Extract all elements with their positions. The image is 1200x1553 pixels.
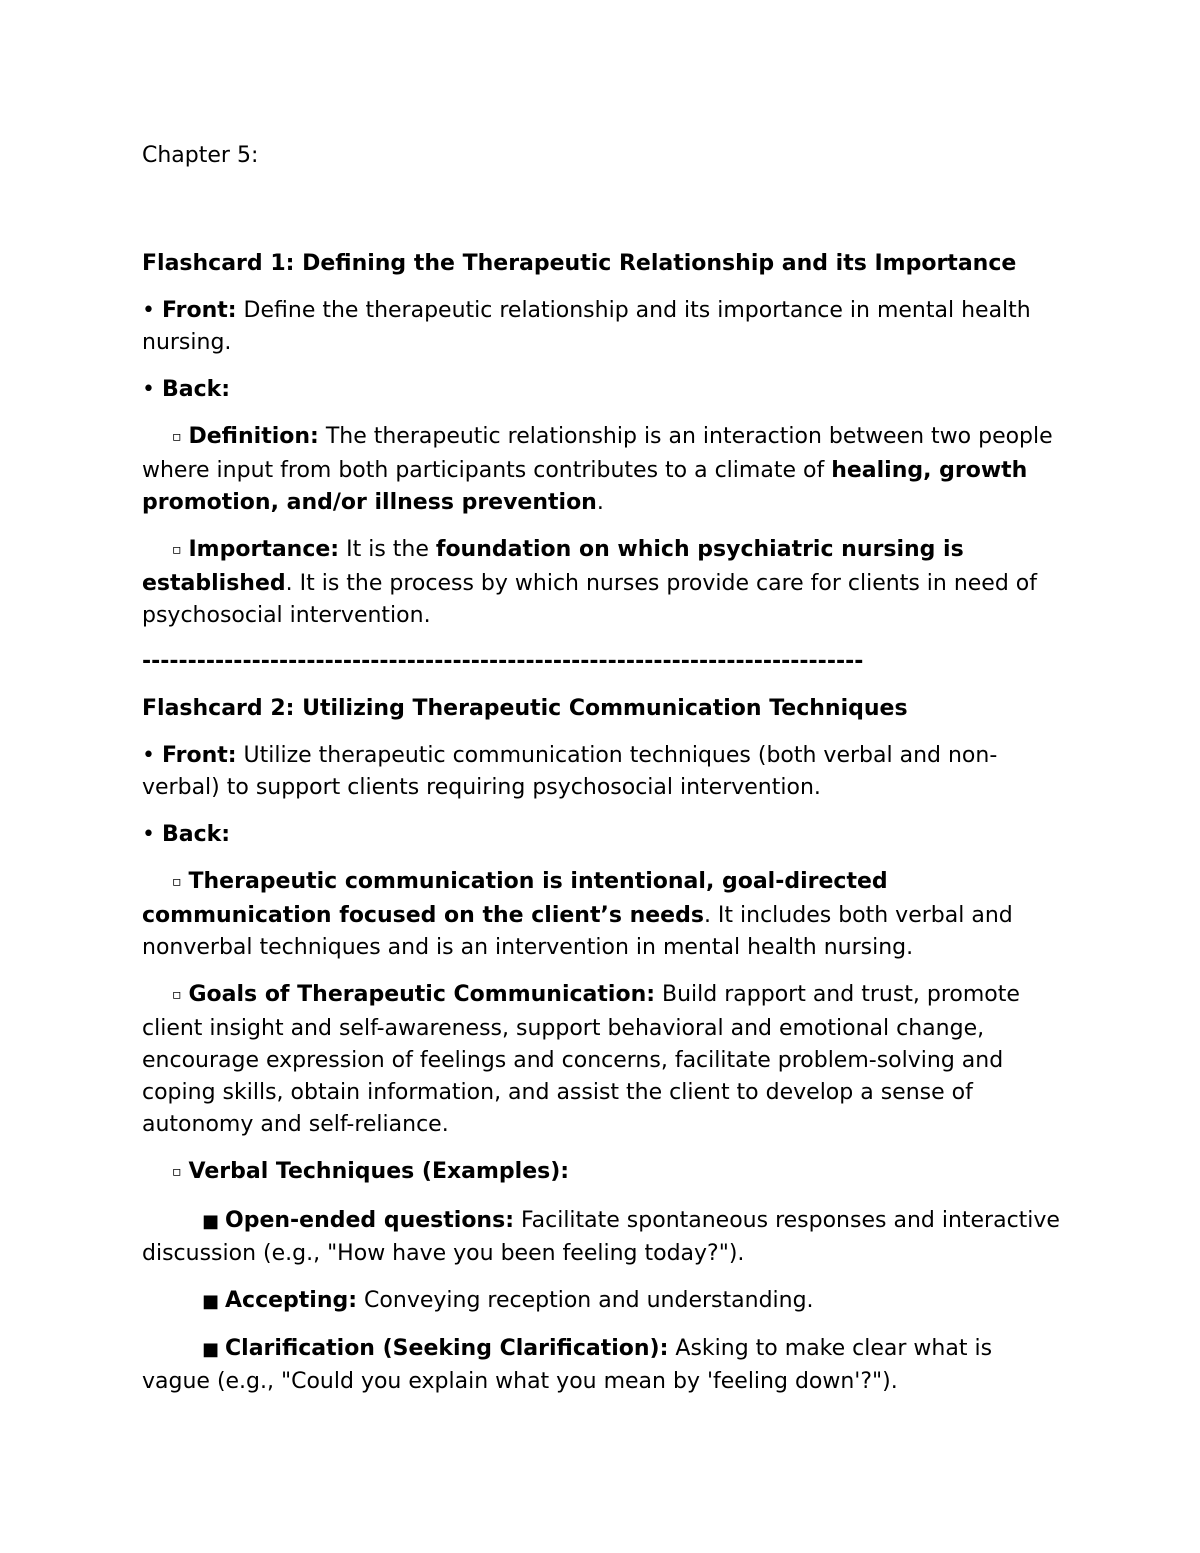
definition-text: The therapeutic relationship is an interaction between two people where input from both participants contributes to a climate of [142, 424, 1053, 483]
hollow-square-bullet-icon: ▫ [172, 429, 182, 445]
verbal-label: Verbal Techniques (Examples): [188, 1159, 570, 1184]
hollow-square-bullet-icon: ▫ [172, 987, 182, 1003]
tc-bold: Therapeutic communication is intentional, goal-directed communication focused on the client’s needs [142, 869, 888, 928]
technique-label: Open-ended questions: [225, 1208, 514, 1233]
goals-label: Goals of Therapeutic Communication: [188, 982, 656, 1007]
technique-text: Conveying reception and understanding. [357, 1288, 814, 1313]
flashcard-1-front [142, 295, 1062, 359]
flashcard-2-title: Flashcard 2: Utilizing Therapeutic Communication Techniques [142, 696, 908, 721]
technique-item [142, 1205, 1062, 1270]
flashcard-2-front [142, 740, 1062, 804]
flashcard-1-title: Flashcard 1: Defining the Therapeutic Relationship and its Importance [142, 251, 1017, 276]
definition-bold: healing, growth promotion, and/or illness prevention [142, 458, 1028, 515]
flashcard-2-goals [142, 979, 1062, 1141]
front-label: Front: [161, 298, 237, 323]
importance-label: Importance: [188, 537, 340, 562]
front-text: Utilize therapeutic communication techniques (both verbal and non-verbal) to support clients requiring psychosocial intervention. [142, 743, 998, 800]
importance-bold: foundation on which psychiatric nursing is established [142, 537, 964, 596]
tc-text: . It includes both verbal and nonverbal techniques and is an intervention in mental health nursing. [142, 903, 1013, 960]
bullet-icon: • [142, 377, 155, 402]
filled-square-bullet-icon: ■ [202, 1211, 220, 1232]
goals-text: Build rapport and trust, promote client insight and self-awareness, support behavioral and emotional change, encourage expression of feelings and concerns, facilitate problem-solving and coping skills, obtain information, and assist the client to develop a sense of autonomy and self-reliance. [142, 982, 1020, 1137]
document-content [142, 140, 1062, 1398]
importance-text-1: It is the [339, 537, 436, 562]
definition-label: Definition: [188, 424, 319, 449]
filled-square-bullet-icon: ■ [202, 1339, 220, 1360]
back-label: Back: [161, 377, 231, 402]
flashcard-2-verbal-techniques [142, 1156, 1062, 1190]
technique-text: Asking to make clear what is vague (e.g., "Could you explain what you mean by 'feeling down'?"). [142, 1336, 993, 1394]
bullet-icon: • [142, 743, 155, 768]
hollow-square-bullet-icon: ▫ [172, 1164, 182, 1180]
definition-end: . [596, 490, 604, 515]
flashcard-1-back [142, 374, 1062, 406]
flashcard-2-therapeutic-communication [142, 866, 1062, 964]
chapter-heading: Chapter 5: [142, 143, 259, 168]
hollow-square-bullet-icon: ▫ [172, 542, 182, 558]
technique-label: Accepting: [225, 1288, 358, 1313]
filled-square-bullet-icon: ■ [202, 1291, 220, 1312]
spacer [142, 172, 1062, 248]
bullet-icon: • [142, 822, 155, 847]
importance-text-2: . It is the process by which nurses provide care for clients in need of psychosocial intervention. [142, 571, 1038, 628]
back-label: Back: [161, 822, 231, 847]
technique-label: Clarification (Seeking Clarification): [225, 1336, 669, 1361]
technique-text: Facilitate spontaneous responses and interactive discussion (e.g., "How have you been feeling today?"). [142, 1208, 1060, 1266]
hollow-square-bullet-icon: ▫ [172, 874, 182, 890]
technique-item [142, 1285, 1062, 1318]
flashcard-1-definition [142, 421, 1062, 519]
bullet-icon: • [142, 298, 155, 323]
flashcard-1-importance [142, 534, 1062, 632]
front-label: Front: [161, 743, 237, 768]
separator-line: ------------------------------------------------------------------------------- [142, 649, 864, 674]
technique-item [142, 1333, 1062, 1398]
front-text: Define the therapeutic relationship and its importance in mental health nursing. [142, 298, 1031, 355]
flashcard-2-back [142, 819, 1062, 851]
